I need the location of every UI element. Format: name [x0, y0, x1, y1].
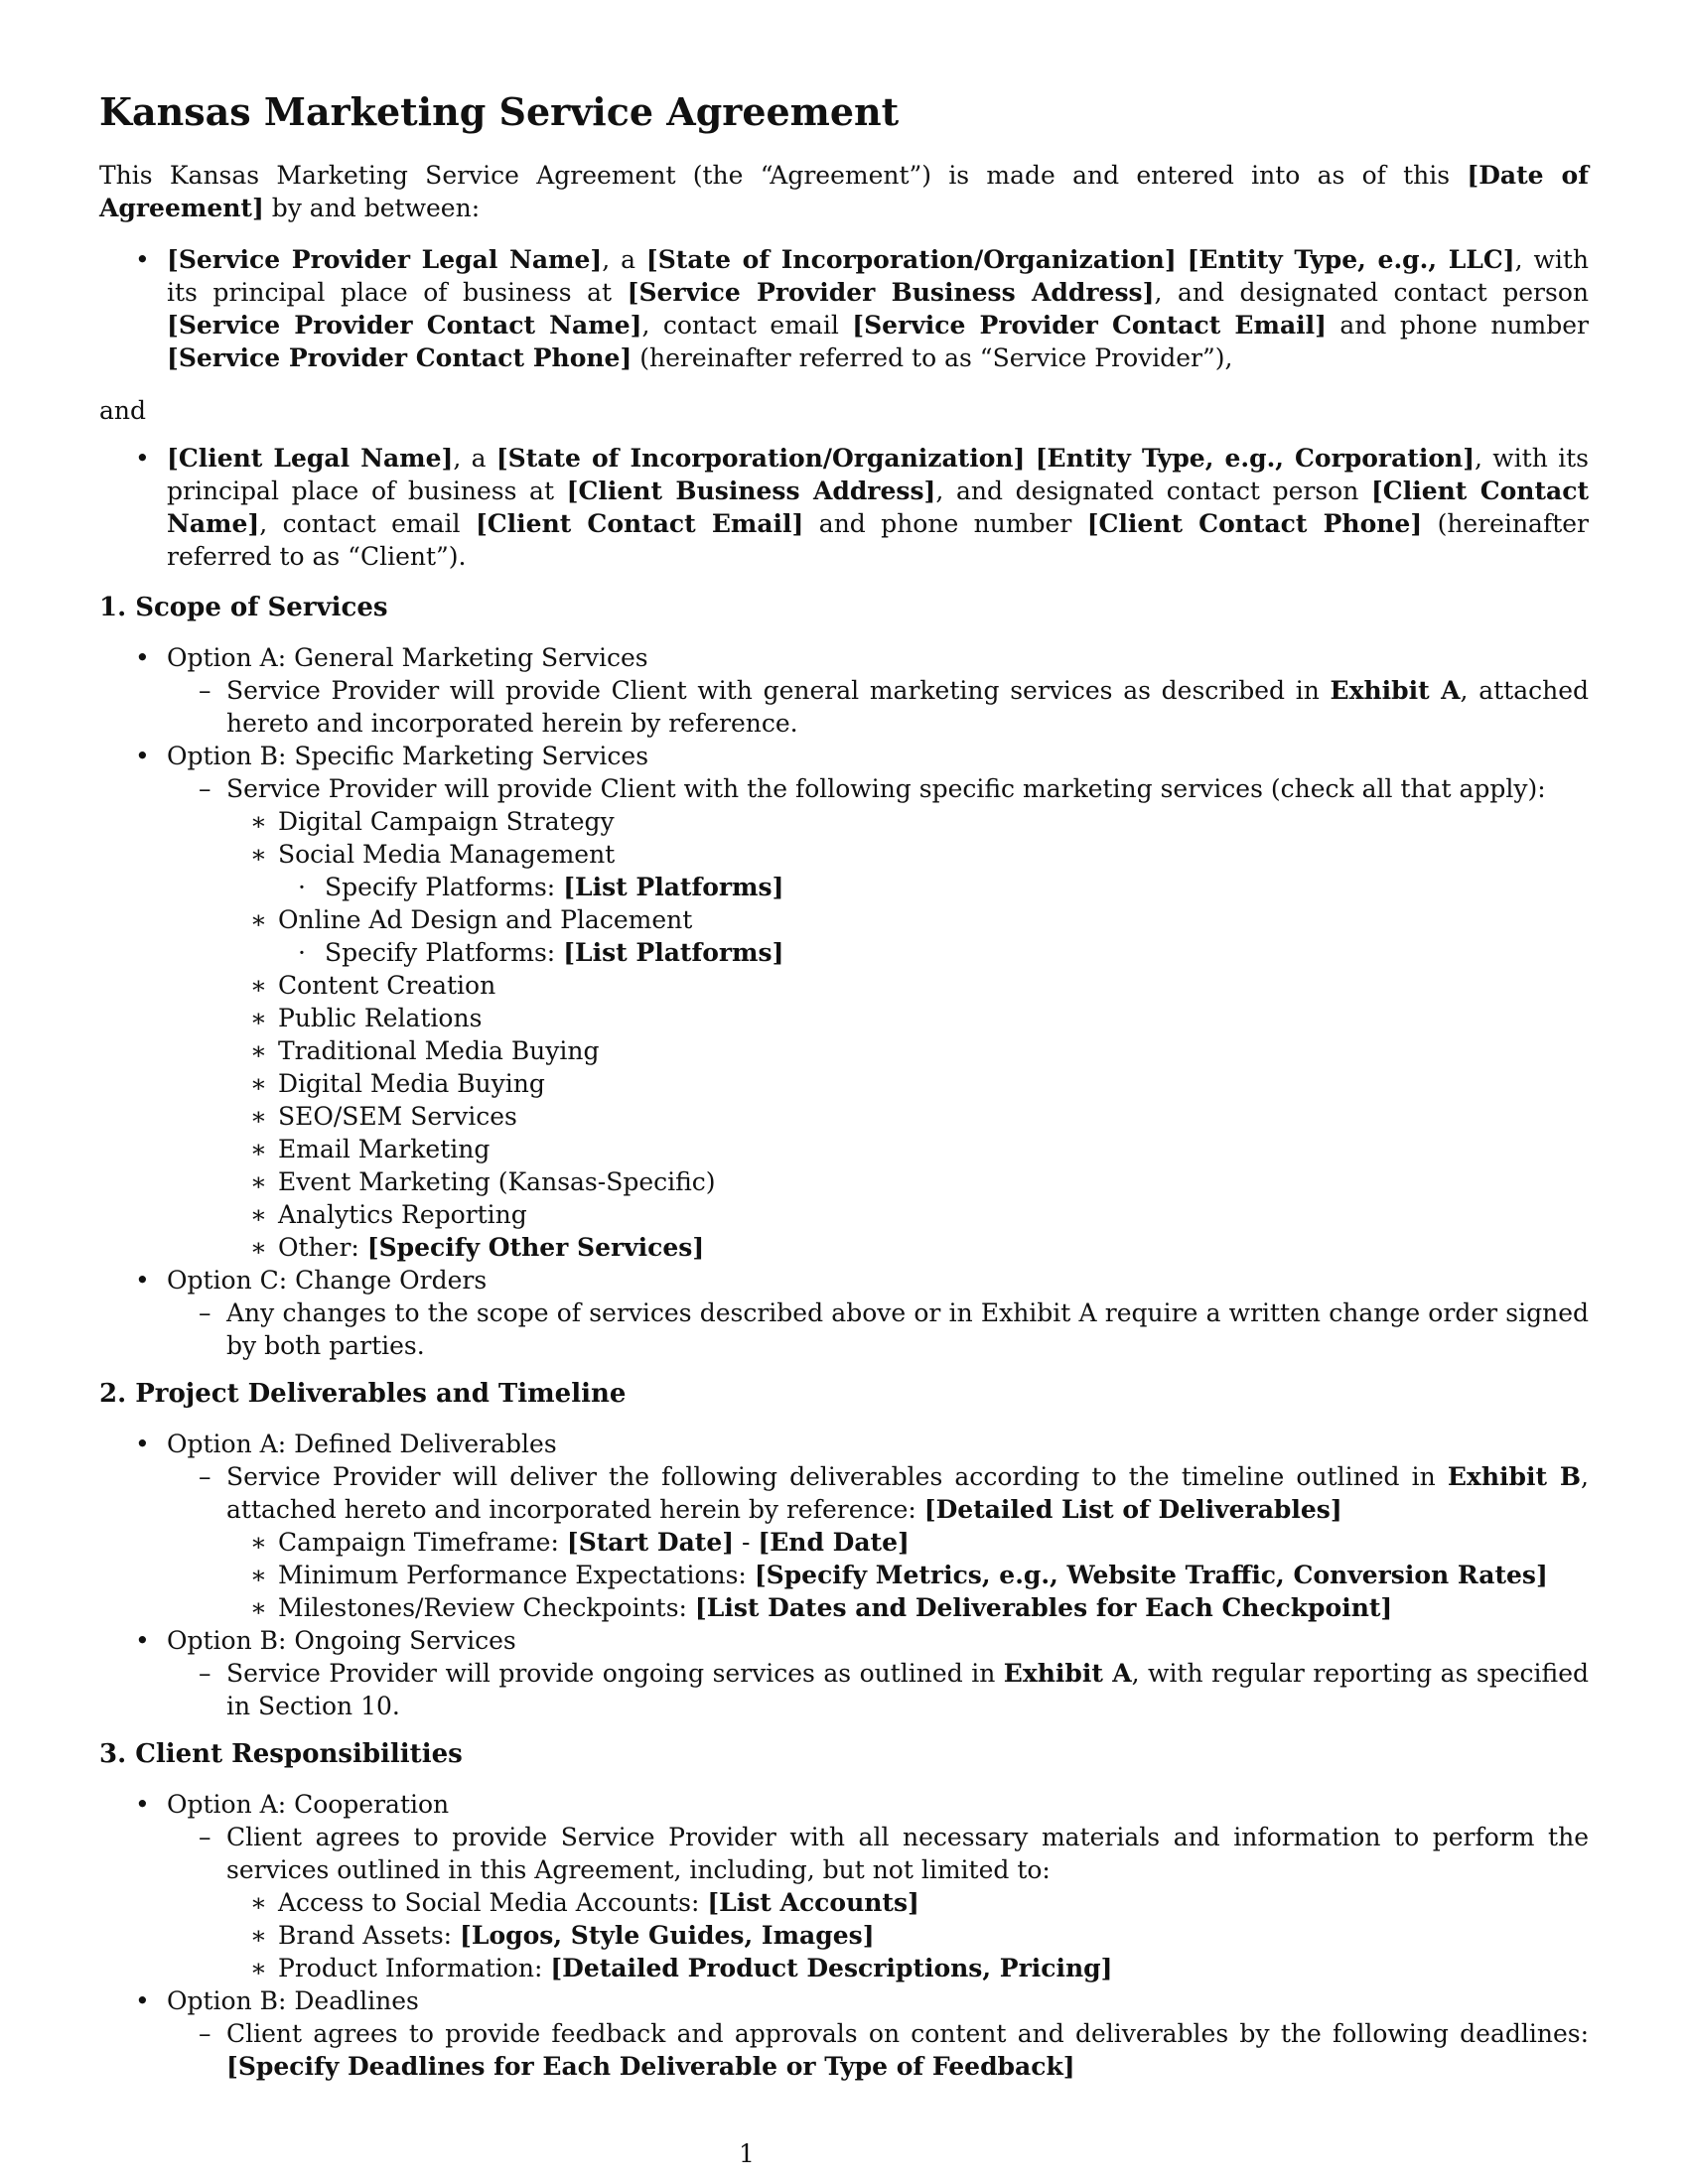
s1-option-c-desc: Any changes to the scope of services described above or in Exhibit A require a written change order signed by both parties.: [226, 1298, 1589, 1360]
service-item: Analytics Reporting: [278, 1200, 527, 1229]
dash-icon: –: [199, 774, 211, 803]
service-item: Content Creation: [278, 971, 496, 1000]
responsibility-item: Product Information: [Detailed Product Descriptions, Pricing]: [278, 1954, 1113, 1982]
deliverable-item: Minimum Performance Expectations: [Specify Metrics, e.g., Website Traffic, Conversion Rates]: [278, 1561, 1548, 1589]
asterisk-icon: ∗: [250, 1921, 267, 1950]
s2-option-b-desc: Service Provider will provide ongoing services as outlined in Exhibit A, with regular reporting as specified in Section 10.: [226, 1659, 1590, 1720]
asterisk-icon: ∗: [250, 1888, 267, 1917]
s3-option-b: Option B: Deadlines: [167, 1986, 419, 2015]
s2-option-a-desc: Service Provider will deliver the following deliverables according to the timeline outlined in Exhibit B, attached hereto and incorporated herein by reference: [Detailed List of Deliverables]: [226, 1462, 1589, 1524]
bullet-icon: •: [135, 1790, 150, 1819]
bullet-icon: •: [135, 1430, 150, 1458]
section-1-heading: 1. Scope of Services: [99, 593, 388, 622]
deliverable-item: Milestones/Review Checkpoints: [List Dates and Deliverables for Each Checkpoint]: [278, 1593, 1393, 1622]
s3-option-b-desc: Client agrees to provide feedback and approvals on content and deliverables by the following deadlines: [Specify Deadlines for Each Deliverable or Type of Feedback]: [226, 2019, 1589, 2081]
asterisk-icon: ∗: [250, 1135, 267, 1163]
service-item: Other: [Specify Other Services]: [278, 1233, 705, 1262]
dot-icon: ·: [298, 938, 306, 967]
service-provider-party: [Service Provider Legal Name], a [State of Incorporation/Organization] [Entity Type, e.g., LLC], with its principal place of business at [Service Provider Business Address], and designated contact person [Service Provider Contact Name], contact email [Service Provider Contact Email] and phone number [Service Provider Contact Phone] (hereinafter referred to as “Service Provider”),: [167, 245, 1590, 372]
bullet-icon: •: [135, 1626, 150, 1655]
dash-icon: –: [199, 676, 211, 705]
s1-option-a: Option A: General Marketing Services: [167, 643, 648, 672]
service-subitem: Specify Platforms: [List Platforms]: [325, 938, 784, 967]
asterisk-icon: ∗: [250, 1954, 267, 1982]
document-title: Kansas Marketing Service Agreement: [99, 89, 900, 134]
service-item: Online Ad Design and Placement: [278, 905, 693, 934]
dash-icon: –: [199, 1659, 211, 1688]
document-page: [99, 0, 1589, 2184]
dash-icon: –: [199, 1298, 211, 1327]
bullet-icon: •: [135, 444, 150, 473]
asterisk-icon: ∗: [250, 1102, 267, 1131]
service-item: Event Marketing (Kansas-Specific): [278, 1167, 716, 1196]
bullet-icon: •: [135, 245, 150, 274]
service-item: Digital Campaign Strategy: [278, 807, 615, 836]
asterisk-icon: ∗: [250, 1593, 267, 1622]
dot-icon: ·: [298, 873, 306, 901]
s1-option-a-desc: Service Provider will provide Client with general marketing services as described in Exhibit A, attached hereto and incorporated herein by reference.: [226, 676, 1589, 738]
service-item: Social Media Management: [278, 840, 616, 869]
s3-option-a: Option A: Cooperation: [167, 1790, 450, 1819]
service-item: SEO/SEM Services: [278, 1102, 517, 1131]
deliverable-item: Campaign Timeframe: [Start Date] - [End Date]: [278, 1528, 910, 1557]
bullet-icon: •: [135, 742, 150, 770]
dash-icon: –: [199, 2019, 211, 2048]
asterisk-icon: ∗: [250, 905, 267, 934]
s1-option-c: Option C: Change Orders: [167, 1266, 488, 1295]
s2-option-b: Option B: Ongoing Services: [167, 1626, 516, 1655]
section-3-heading: 3. Client Responsibilities: [99, 1739, 463, 1769]
asterisk-icon: ∗: [250, 1528, 267, 1557]
s1-option-b-desc: Service Provider will provide Client with the following specific marketing services (check all that apply):: [226, 774, 1546, 803]
responsibility-item: Brand Assets: [Logos, Style Guides, Images]: [278, 1921, 875, 1950]
s3-option-a-desc: Client agrees to provide Service Provider with all necessary materials and information to perform the services outlined in this Agreement, including, but not limited to:: [226, 1823, 1589, 1884]
asterisk-icon: ∗: [250, 840, 267, 869]
service-item: Email Marketing: [278, 1135, 491, 1163]
bullet-icon: •: [135, 1266, 150, 1295]
asterisk-icon: ∗: [250, 1069, 267, 1098]
s2-option-a: Option A: Defined Deliverables: [167, 1430, 557, 1458]
asterisk-icon: ∗: [250, 971, 267, 1000]
asterisk-icon: ∗: [250, 1561, 267, 1589]
asterisk-icon: ∗: [250, 807, 267, 836]
bullet-icon: •: [135, 643, 150, 672]
service-subitem: Specify Platforms: [List Platforms]: [325, 873, 784, 901]
dash-icon: –: [199, 1823, 211, 1851]
client-party: [Client Legal Name], a [State of Incorporation/Organization] [Entity Type, e.g., Corporation], with its principal place of business at [Client Business Address], and designated contact person [Client Contact Name], contact email [Client Contact Email] and phone number [Client Contact Phone] (hereinafter referred to as “Client”).: [167, 444, 1590, 571]
intro-paragraph: This Kansas Marketing Service Agreement (the “Agreement”) is made and entered into as of this [Date of Agreement] by and between:: [99, 161, 1589, 222]
service-item: Digital Media Buying: [278, 1069, 545, 1098]
dash-icon: –: [199, 1462, 211, 1491]
s1-option-b: Option B: Specific Marketing Services: [167, 742, 649, 770]
bullet-icon: •: [135, 1986, 150, 2015]
asterisk-icon: ∗: [250, 1004, 267, 1032]
asterisk-icon: ∗: [250, 1167, 267, 1196]
asterisk-icon: ∗: [250, 1200, 267, 1229]
and-separator: and: [99, 396, 147, 425]
service-item: Traditional Media Buying: [278, 1036, 600, 1065]
responsibility-item: Access to Social Media Accounts: [List Accounts]: [278, 1888, 919, 1917]
service-item: Public Relations: [278, 1004, 483, 1032]
page-number: 1: [739, 2139, 755, 2168]
section-2-heading: 2. Project Deliverables and Timeline: [99, 1379, 627, 1409]
asterisk-icon: ∗: [250, 1233, 267, 1262]
asterisk-icon: ∗: [250, 1036, 267, 1065]
